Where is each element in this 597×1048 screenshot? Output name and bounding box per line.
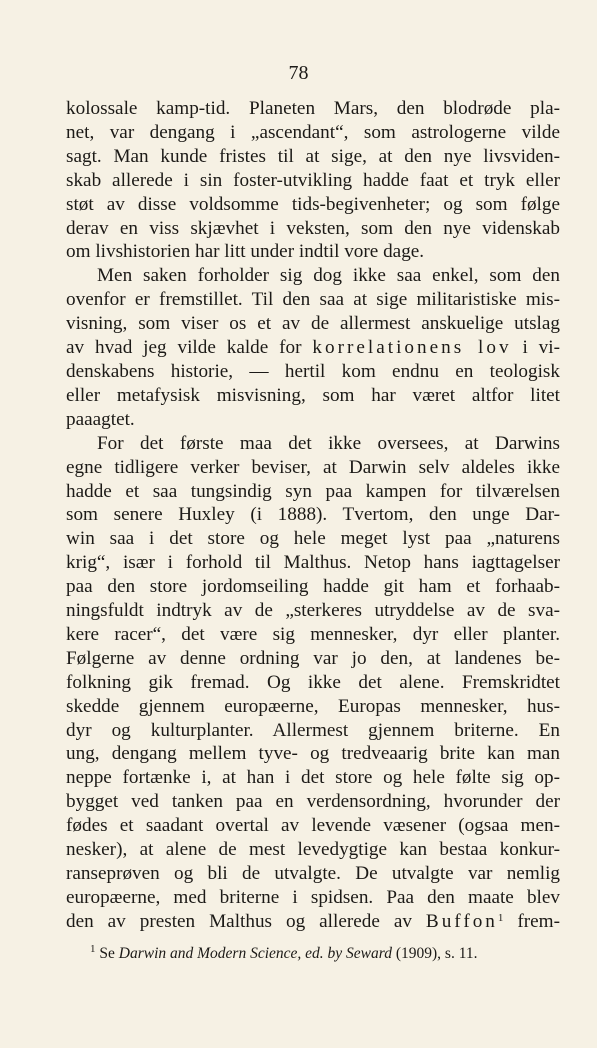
footnote-editor: ed. by Seward — [305, 945, 392, 962]
text-line: egne tidligere verker beviser, at Darwin selv aldeles ikke — [66, 456, 560, 478]
text-line: ningsfuldt indtryk av de „sterkeres utryddelse av de sva- — [66, 600, 560, 622]
text-line: ranseprøven og bli de utvalgte. De utvalgte var nemlig — [66, 863, 560, 884]
footnote-prefix: Se — [99, 945, 115, 962]
text-line-emphasis — [66, 336, 560, 360]
footnote-marker: 1 — [90, 943, 96, 955]
text-line: folkning gik fremad. Og ikke det alene. Fremskridtet — [66, 671, 560, 693]
footnote-title: Darwin and Modern Science, — [118, 945, 302, 962]
text-segment: av hvad jeg vilde kalde for — [66, 337, 313, 359]
spaced-emphasis: korrelationens lov — [312, 337, 512, 359]
text-line-emphasis — [66, 910, 560, 934]
text-line: nesker), at alene de mest levedygtige kan bestaa konkur- — [66, 839, 560, 861]
text-line: Følgerne av denne ordning var jo den, at landenes be- — [66, 647, 560, 669]
text-line: sagt. Man kunde fristes til at sige, at den nye livsviden- — [66, 145, 560, 167]
footnote-suffix: (1909), s. 11. — [395, 945, 478, 962]
text-line: derav en viss skjævhet i veksten, som den nye videnskab — [66, 217, 560, 239]
text-line: ovenfor er fremstillet. Til den saa at sige militaristiske mis- — [66, 289, 560, 311]
text-segment: frem- — [503, 910, 560, 932]
text-line: For det første maa det ikke oversees, at Darwins — [97, 432, 560, 454]
text-line: europæerne, med briterne i spidsen. Paa den maate blev — [66, 886, 560, 908]
text-line: ung, dengang mellem tyve- og tredveaarig brite kan man — [66, 743, 560, 765]
footnote — [90, 945, 560, 963]
text-line: hadde et saa tungsindig syn paa kampen for tilværelsen — [66, 480, 560, 502]
text-line: Men saken forholder sig dog ikke saa enkel, som den — [97, 265, 560, 287]
body-text — [66, 97, 560, 934]
text-line: fødes et saadant overtal av levende væsener (ogsaa men- — [66, 815, 560, 837]
spaced-emphasis: Buffon — [425, 910, 498, 932]
text-line: kolossale kamp-tid. Planeten Mars, den blodrøde pla- — [66, 98, 560, 119]
text-line: visning, som viser os et av de allermest anskuelige utslag — [66, 313, 560, 335]
text-line: om livshistorien har litt under indtil vore dage. — [66, 241, 425, 263]
text-line: dyr og kulturplanter. Allermest gjennem briterne. En — [66, 719, 560, 741]
text-line: eller metafysisk misvisning, som har været altfor litet — [66, 384, 560, 406]
text-line: støt av disse voldsomme tids-begivenheter; og som følge — [66, 193, 560, 215]
page-number: 78 — [288, 62, 309, 84]
text-line: som senere Huxley (i 1888). Tvertom, den unge Dar- — [66, 504, 560, 526]
text-line: paa den store jordomseiling hadde git ham et forhaab- — [66, 576, 560, 598]
text-line: net, var dengang i „ascendant“, som astrologerne vilde — [66, 121, 560, 143]
text-line: denskabens historie, — hertil kom endnu en teologisk — [66, 360, 560, 382]
text-segment: den av presten Malthus og allerede av — [66, 910, 426, 932]
text-line: skab allerede i sin foster-utvikling hadde faat et tryk eller — [66, 169, 560, 191]
text-line: skedde gjennem europæerne, Europas mennesker, hus- — [66, 695, 560, 717]
text-line: krig“, især i forhold til Malthus. Netop hans iagttagelser — [66, 552, 560, 574]
text-segment: i vi- — [511, 337, 560, 359]
text-line: neppe fortænke i, at han i det store og hele følte sig op- — [66, 767, 560, 789]
text-line: win saa i det store og hele meget lyst paa „naturens — [66, 528, 560, 550]
text-line: paaagtet. — [66, 408, 135, 430]
footnote-reference[interactable]: 1 — [497, 911, 504, 924]
text-line: bygget ved tanken paa en verdensordning, hvorunder der — [66, 791, 560, 813]
text-line: kere racer“, det være sig mennesker, dyr eller planter. — [66, 623, 560, 645]
